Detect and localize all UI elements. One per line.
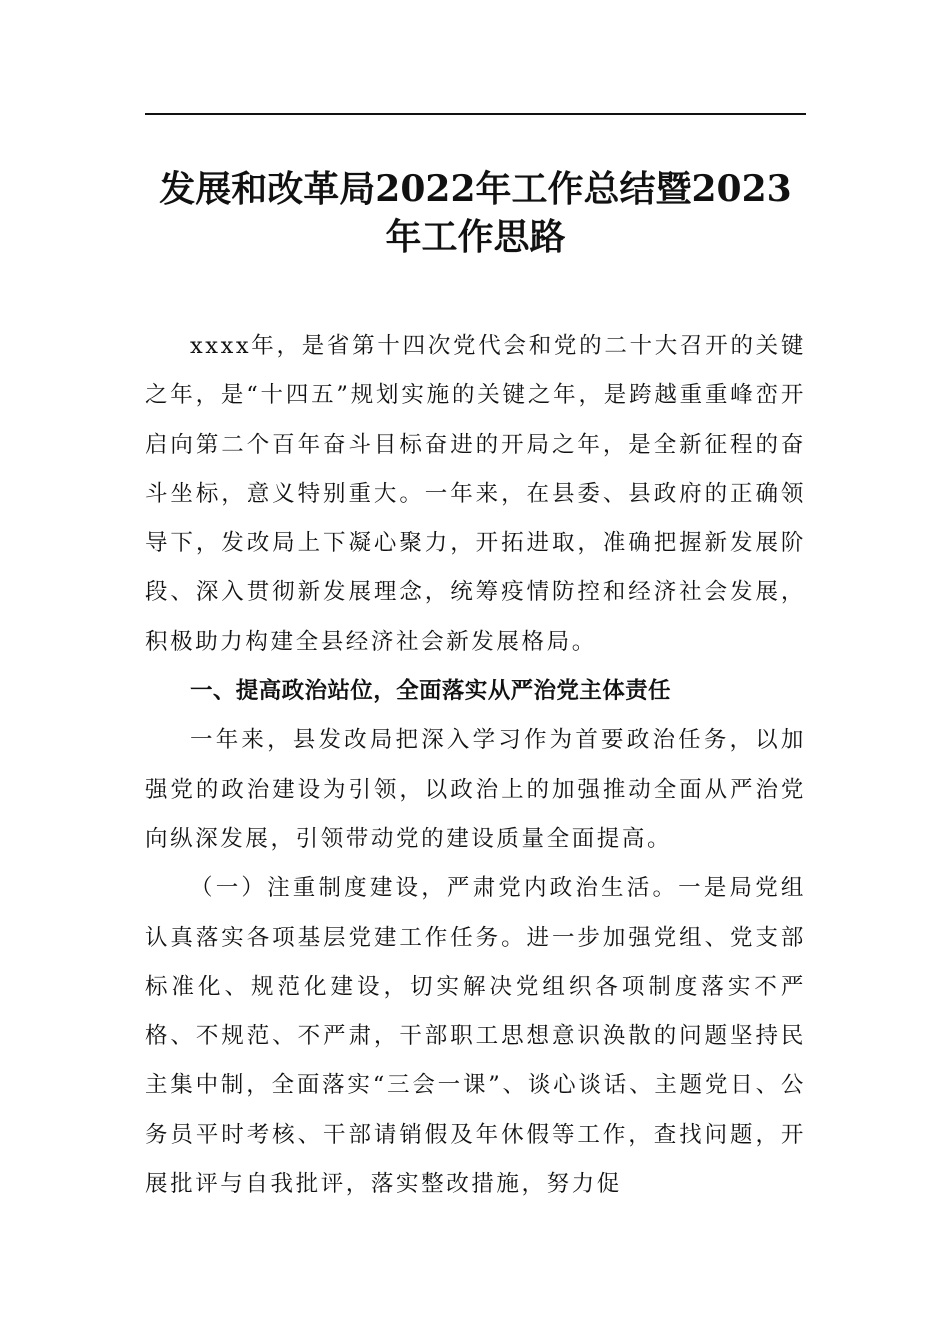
subsection-1-paragraph: （一）注重制度建设，严肃党内政治生活。一是局党组认真落实各项基层党建工作任务。进一步加强党组、党支部标准化、规范化建设，切实解决党组织各项制度落实不严格、不规范、不严肃，干部职工思想意识涣散的问题坚持民主集中制，全面落实“三会一课”、谈心谈话、主题党日、公务员平时考核、干部请销假及年休假等工作，查找问题，开展批评与自我批评，落实整改措施，努力促	[145, 875, 806, 1198]
section-1-paragraph: 一年来，县发改局把深入学习作为首要政治任务，以加强党的政治建设为引领，以政治上的加强推动全面从严治党向纵深发展，引领带动党的建设质量全面提高。	[145, 727, 806, 852]
document-body	[145, 322, 806, 1209]
intro-paragraph: xxxx年，是省第十四次党代会和党的二十大召开的关键之年，是“十四五”规划实施的关键之年，是跨越重重峰峦开启向第二个百年奋斗目标奋进的开局之年，是全新征程的奋斗坐标，意义特别重大。一年来，在县委、县政府的正确领导下，发改局上下凝心聚力，开拓进取，准确把握新发展阶段、深入贯彻新发展理念，统筹疫情防控和经济社会发展，积极助力构建全县经济社会新发展格局。	[145, 333, 806, 655]
document-title: 发展和改革局2022年工作总结暨2023年工作思路	[159, 168, 792, 258]
header-rule	[145, 113, 806, 115]
section-heading-1: 一、提高政治站位，全面落实从严治党主体责任	[190, 678, 671, 705]
